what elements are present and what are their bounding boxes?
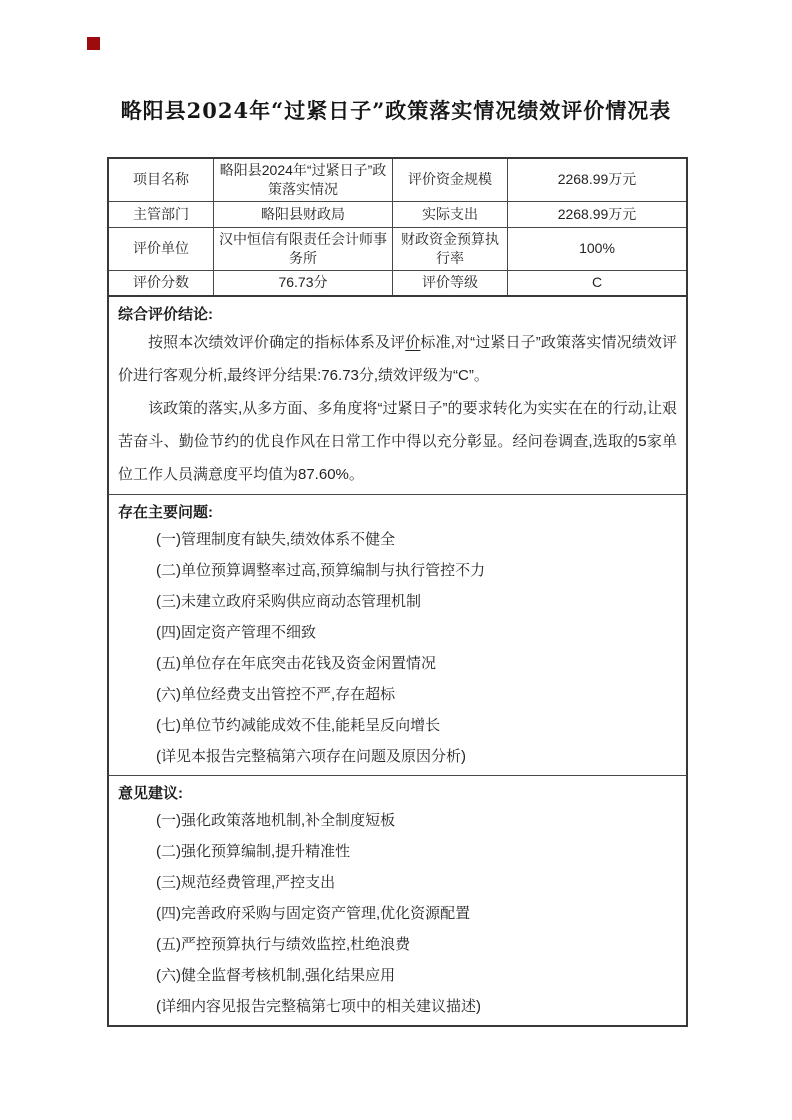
row-value: 2268.99万元 — [508, 158, 688, 201]
list-item: (二)单位预算调整率过高,预算编制与执行管控不力 — [156, 562, 486, 580]
info-table — [107, 157, 688, 297]
page-title: 略阳县2024年“过紧日子”政策落实情况绩效评价情况表 — [120, 98, 672, 123]
paragraph-text: 按照本次绩效评价确定的指标体系及评 — [148, 334, 406, 352]
paragraph-text: 标准,对“过紧日子”政策落实情况绩效评价进行客观分析,最终评分结果:76.73分,绩效评级为“C”。 — [118, 334, 677, 385]
row-label: 项目名称 — [108, 158, 214, 201]
row-label: 财政资金预算执行率 — [393, 227, 508, 270]
underlined-char: 价 — [405, 334, 421, 352]
row-label: 评价资金规模 — [393, 158, 508, 201]
list-item: (六)单位经费支出管控不严,存在超标 — [156, 686, 396, 704]
list-item: (三)规范经费管理,严控支出 — [156, 874, 336, 892]
row-label: 主管部门 — [108, 201, 214, 227]
table-row — [108, 201, 687, 227]
conclusion-paragraph — [118, 326, 677, 392]
suggestions-heading: 意见建议: — [118, 785, 183, 803]
list-item: (详见本报告完整稿第六项存在问题及原因分析) — [156, 748, 466, 766]
row-value: 100% — [508, 227, 688, 270]
list-item: (一)管理制度有缺失,绩效体系不健全 — [156, 531, 396, 549]
list-item: (二)强化预算编制,提升精准性 — [156, 843, 351, 861]
list-item: (七)单位节约减能成效不佳,能耗呈反向增长 — [156, 717, 441, 735]
table-row — [108, 227, 687, 270]
row-value: 2268.99万元 — [508, 201, 688, 227]
problems-heading: 存在主要问题: — [118, 504, 213, 522]
list-item: (详细内容见报告完整稿第七项中的相关建议描述) — [156, 998, 481, 1016]
section-conclusion — [107, 297, 688, 495]
list-item: (四)固定资产管理不细致 — [156, 624, 316, 642]
row-value: 略阳县财政局 — [214, 201, 393, 227]
row-value: 76.73分 — [214, 270, 393, 296]
row-value: C — [508, 270, 688, 296]
row-label: 评价分数 — [108, 270, 214, 296]
section-suggestions — [107, 776, 688, 1027]
list-item: (一)强化政策落地机制,补全制度短板 — [156, 812, 396, 830]
conclusion-heading: 综合评价结论: — [118, 306, 213, 324]
row-label: 实际支出 — [393, 201, 508, 227]
row-label: 评价单位 — [108, 227, 214, 270]
row-value: 略阳县2024年“过紧日子”政策落实情况 — [214, 158, 393, 201]
red-marker-square — [87, 37, 100, 50]
conclusion-paragraph: 该政策的落实,从多方面、多角度将“过紧日子”的要求转化为实实在在的行动,让艰苦奋斗、勤俭节约的优良作风在日常工作中得以充分彰显。经问卷调查,选取的5家单位工作人员满意度平均值为87.60%。 — [118, 400, 677, 484]
list-item: (三)未建立政府采购供应商动态管理机制 — [156, 593, 421, 611]
list-item: (四)完善政府采购与固定资产管理,优化资源配置 — [156, 905, 471, 923]
section-problems — [107, 495, 688, 776]
table-row — [108, 158, 687, 201]
list-item: (五)单位存在年底突击花钱及资金闲置情况 — [156, 655, 436, 673]
list-item: (六)健全监督考核机制,强化结果应用 — [156, 967, 396, 985]
table-row — [108, 270, 687, 296]
row-value: 汉中恒信有限责任会计师事务所 — [214, 227, 393, 270]
evaluation-document — [107, 157, 688, 1027]
row-label: 评价等级 — [393, 270, 508, 296]
list-item: (五)严控预算执行与绩效监控,杜绝浪费 — [156, 936, 411, 954]
